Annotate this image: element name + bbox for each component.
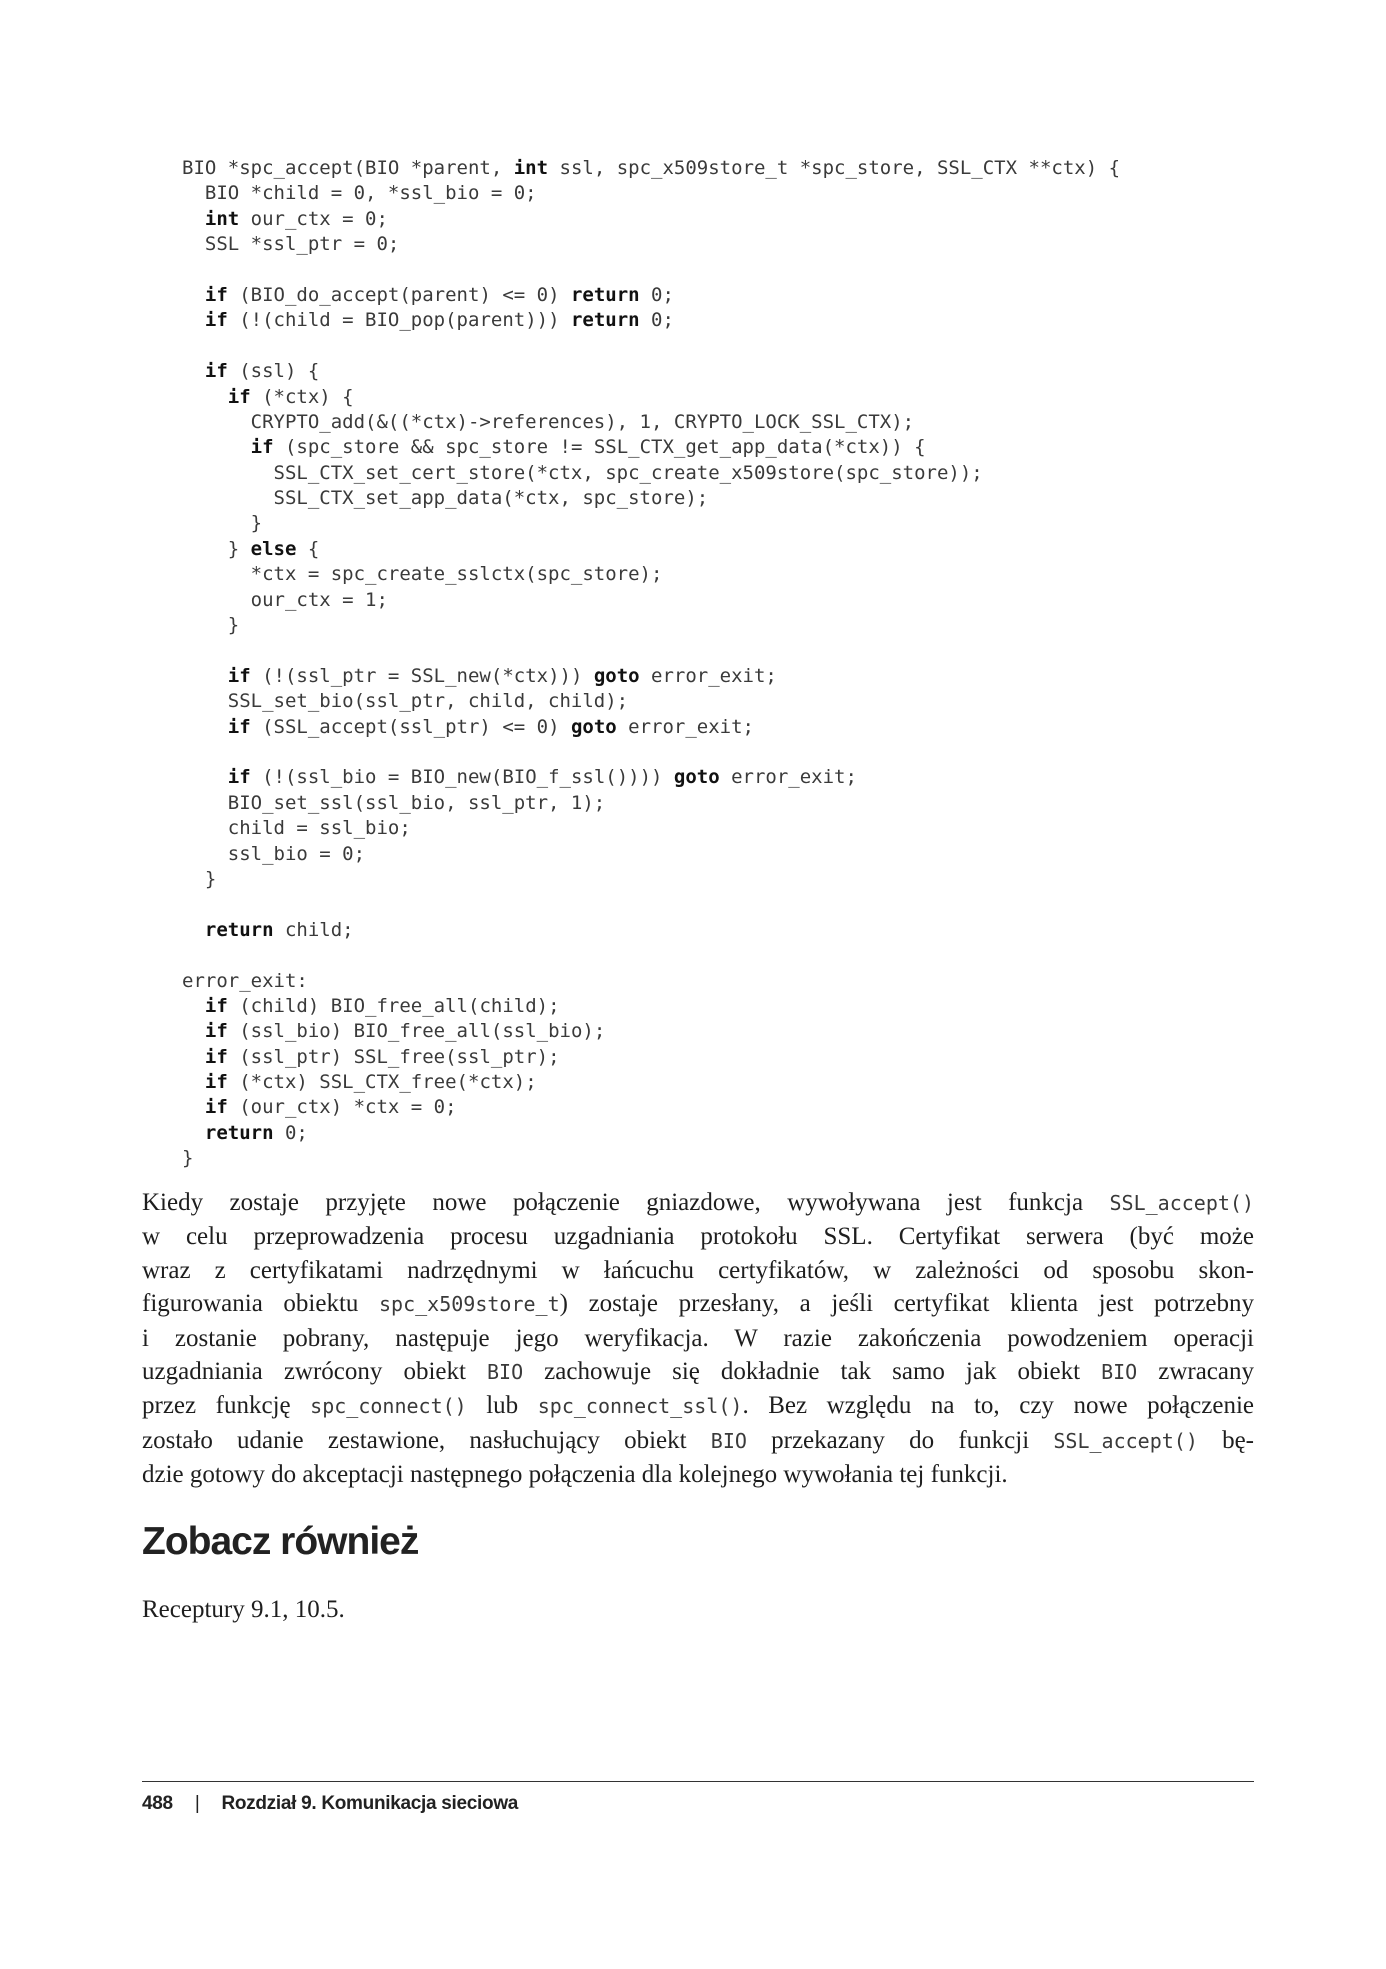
code-line: *ctx = spc_create_sslctx(spc_store); bbox=[182, 563, 663, 586]
code-keyword: int bbox=[513, 157, 549, 179]
code-keyword: if bbox=[204, 283, 228, 306]
code-line: if (ssl_bio) BIO_free_all(ssl_bio); bbox=[204, 1020, 606, 1043]
code-keyword: if bbox=[204, 994, 228, 1017]
inline-code: SSL_accept() bbox=[1053, 1428, 1198, 1453]
code-line: CRYPTO_add(&((*ctx)->references), 1, CRYPTO_LOCK_SSL_CTX); bbox=[182, 410, 915, 433]
body-paragraph bbox=[142, 1186, 1254, 1492]
paragraph-line: uzgadniania zwrócony obiekt BIO zachowuje się dokładnie tak samo jak obiekt BIO zwracany bbox=[142, 1358, 1254, 1386]
see-also-text: Receptury 9.1, 10.5. bbox=[142, 1596, 345, 1623]
chapter-title: Rozdział 9. Komunikacja sieciowa bbox=[221, 1793, 519, 1814]
inline-code: spc_connect() bbox=[310, 1394, 467, 1419]
code-line: SSL_set_bio(ssl_ptr, child, child); bbox=[182, 690, 629, 713]
code-keyword: goto bbox=[570, 715, 617, 738]
code-keyword: return bbox=[570, 309, 640, 332]
code-line: if (!(ssl_bio = BIO_new(BIO_f_ssl()))) goto error_exit; bbox=[227, 766, 857, 789]
inline-code: BIO bbox=[710, 1428, 747, 1453]
code-line: ssl_bio = 0; bbox=[182, 842, 366, 865]
code-keyword: else bbox=[250, 537, 297, 560]
paragraph-line: wraz z certyfikatami nadrzędnymi w łańcuchu certyfikatów, w zależności od sposobu skon- bbox=[142, 1256, 1254, 1284]
code-listing bbox=[182, 156, 1262, 1172]
code-keyword: if bbox=[204, 360, 228, 383]
code-line: if (!(ssl_ptr = SSL_new(*ctx))) goto error_exit; bbox=[227, 664, 777, 687]
code-line: SSL *ssl_ptr = 0; bbox=[182, 233, 400, 256]
code-line: BIO *spc_accept(BIO *parent, int ssl, spc_x509store_t *spc_store, SSL_CTX **ctx) { bbox=[182, 157, 1121, 179]
paragraph-line: w celu przeprowadzenia procesu uzgadniania protokołu SSL. Certyfikat serwera (być może bbox=[142, 1223, 1254, 1251]
paragraph-line: przez funkcję spc_connect() lub spc_connect_ssl(). Bez względu na to, czy nowe połączenie bbox=[142, 1392, 1255, 1420]
code-line: } bbox=[182, 867, 217, 890]
code-line: if (SSL_accept(ssl_ptr) <= 0) goto error_exit; bbox=[227, 715, 754, 738]
code-line: if (child) BIO_free_all(child); bbox=[204, 994, 560, 1017]
code-keyword: int bbox=[204, 207, 240, 230]
code-line: SSL_CTX_set_app_data(*ctx, spc_store); bbox=[182, 487, 709, 510]
inline-code: SSL_accept() bbox=[1109, 1191, 1254, 1215]
paragraph-line: dzie gotowy do akceptacji następnego połączenia dla kolejnego wywołania tej funkcji. bbox=[142, 1461, 1008, 1489]
code-line: child = ssl_bio; bbox=[182, 817, 411, 840]
code-line bbox=[182, 892, 1262, 917]
code-keyword: if bbox=[227, 766, 251, 789]
code-line: } bbox=[182, 512, 263, 535]
inline-code: spc_x509store_t bbox=[379, 1292, 560, 1317]
code-keyword: if bbox=[250, 436, 274, 459]
code-keyword: if bbox=[204, 1020, 228, 1043]
code-line: if (*ctx) SSL_CTX_free(*ctx); bbox=[204, 1071, 537, 1094]
code-line: BIO *child = 0, *ssl_bio = 0; bbox=[182, 182, 537, 205]
code-line: } else { bbox=[182, 537, 320, 560]
inline-code: BIO bbox=[486, 1360, 524, 1385]
code-line: if (BIO_do_accept(parent) <= 0) return 0; bbox=[204, 283, 674, 306]
inline-code: BIO bbox=[1101, 1360, 1138, 1385]
code-line: if (ssl) { bbox=[204, 360, 320, 383]
code-keyword: if bbox=[204, 1096, 228, 1119]
code-line: our_ctx = 1; bbox=[182, 588, 388, 611]
code-line: return 0; bbox=[204, 1121, 308, 1144]
code-keyword: goto bbox=[593, 664, 640, 687]
code-keyword: goto bbox=[673, 766, 720, 789]
page-number: 488 bbox=[142, 1793, 173, 1814]
code-line: SSL_CTX_set_cert_store(*ctx, spc_create_x509store(spc_store)); bbox=[182, 461, 983, 484]
code-line: if (spc_store && spc_store != SSL_CTX_get_app_data(*ctx)) { bbox=[250, 436, 926, 459]
code-line bbox=[182, 943, 1262, 968]
code-line: if (*ctx) { bbox=[227, 385, 354, 408]
inline-code: spc_connect_ssl() bbox=[537, 1394, 743, 1419]
code-keyword: if bbox=[227, 715, 251, 738]
footer-separator: | bbox=[194, 1793, 200, 1814]
paragraph-line: i zostanie pobrany, następuje jego weryfikacja. W razie zakończenia powodzeniem operacji bbox=[142, 1324, 1254, 1352]
code-line: return child; bbox=[204, 918, 354, 941]
code-line: BIO_set_ssl(ssl_bio, ssl_ptr, 1); bbox=[182, 791, 606, 814]
code-keyword: if bbox=[227, 385, 251, 408]
section-heading: Zobacz również bbox=[142, 1520, 419, 1563]
code-line: if (our_ctx) *ctx = 0; bbox=[204, 1096, 457, 1119]
code-keyword: if bbox=[204, 1071, 228, 1094]
code-line bbox=[182, 638, 1262, 663]
code-keyword: return bbox=[570, 283, 640, 306]
code-keyword: if bbox=[204, 1045, 228, 1068]
code-line: } bbox=[182, 1147, 194, 1170]
code-line: if (ssl_ptr) SSL_free(ssl_ptr); bbox=[204, 1045, 560, 1068]
paragraph-line: zostało udanie zestawione, nasłuchujący obiekt BIO przekazany do funkcji SSL_accept() bę- bbox=[142, 1426, 1255, 1454]
page-footer bbox=[142, 1793, 518, 1815]
code-line bbox=[182, 258, 1262, 283]
code-line bbox=[182, 334, 1262, 359]
code-line: error_exit: bbox=[182, 969, 308, 992]
code-keyword: if bbox=[204, 309, 228, 332]
paragraph-line: figurowania obiektu spc_x509store_t) zostaje przesłany, a jeśli certyfikat klienta jest potrzebny bbox=[142, 1290, 1254, 1318]
code-line: int our_ctx = 0; bbox=[204, 207, 388, 230]
code-keyword: return bbox=[204, 1121, 274, 1144]
code-keyword: if bbox=[227, 664, 251, 687]
code-keyword: return bbox=[204, 918, 274, 941]
code-line: if (!(child = BIO_pop(parent))) return 0; bbox=[204, 309, 674, 332]
code-line bbox=[182, 740, 1262, 765]
paragraph-line: Kiedy zostaje przyjęte nowe połączenie gniazdowe, wywoływana jest funkcja SSL_accept() bbox=[142, 1189, 1254, 1216]
code-line: } bbox=[182, 614, 240, 637]
footer-divider bbox=[142, 1781, 1254, 1782]
